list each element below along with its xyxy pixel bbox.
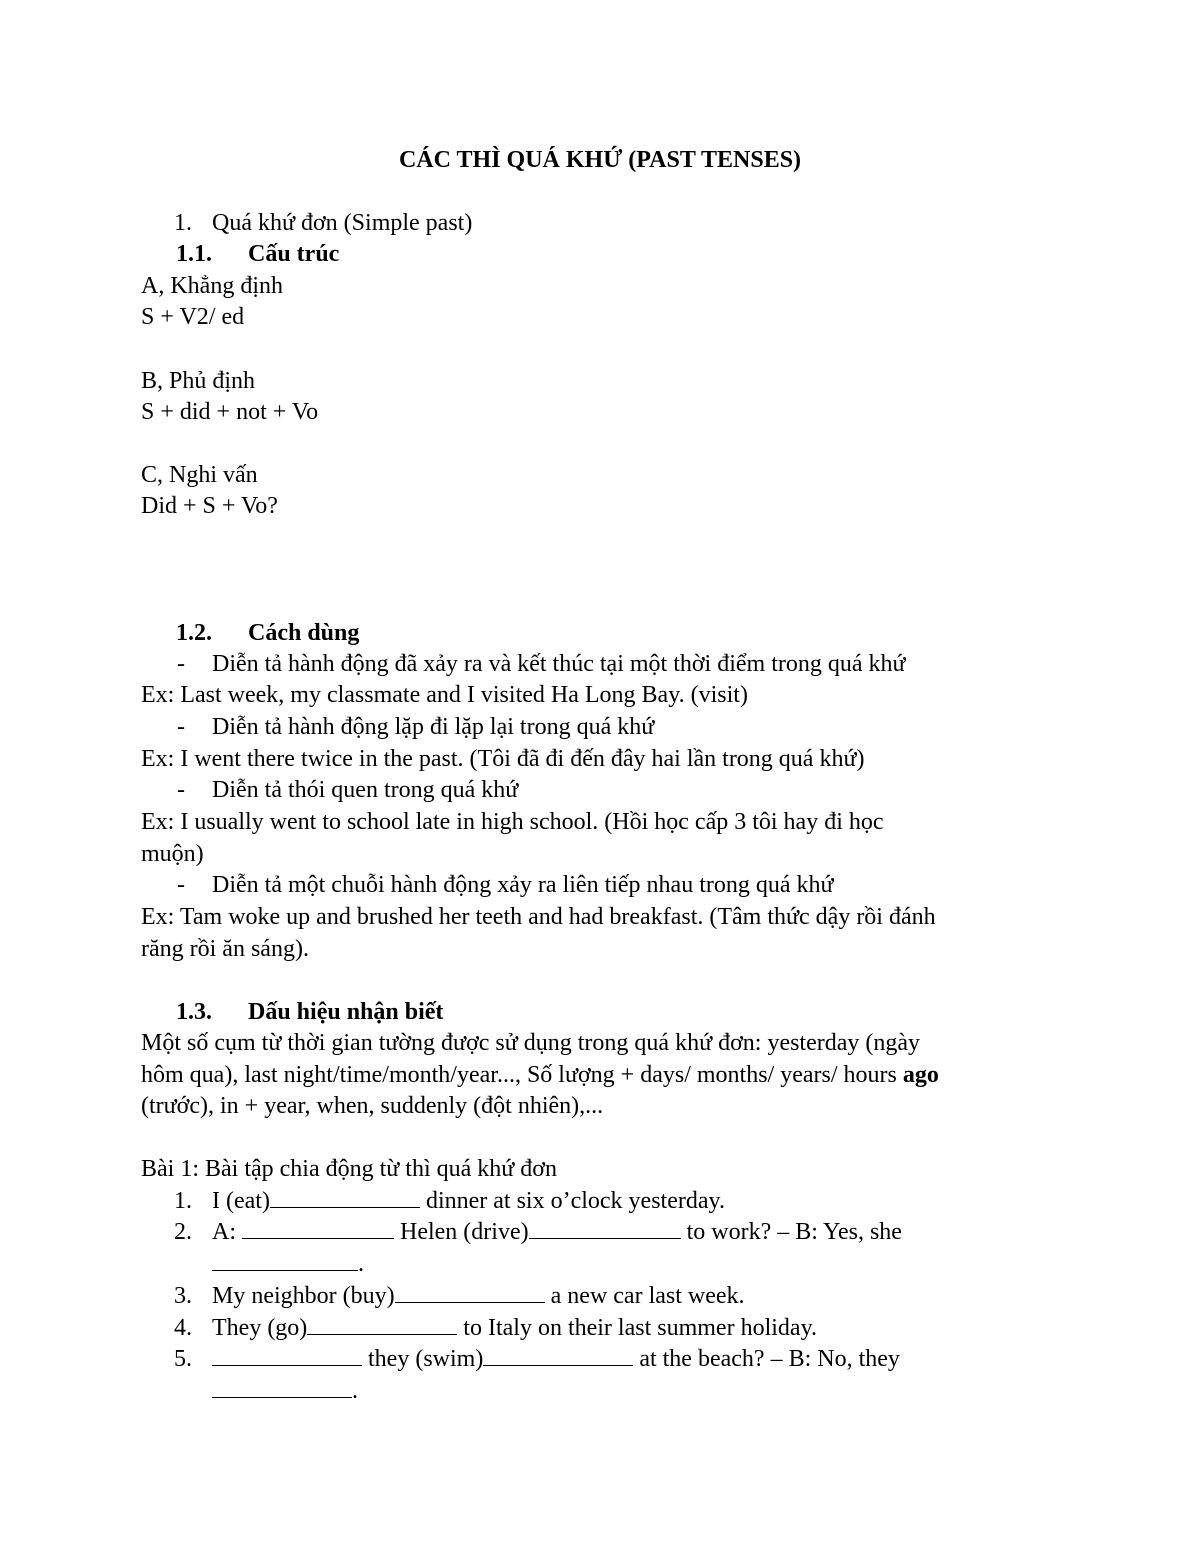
subsection-1-1-heading: Cấu trúc	[248, 241, 340, 267]
exercise-item-number: 4.	[174, 1315, 192, 1341]
affirmative-label: A, Khẳng định	[141, 273, 283, 299]
example-2: Ex: I went there twice in the past. (Tôi đã đi đến đây hai lần trong quá khứ)	[141, 746, 865, 772]
example-4-line-2: răng rồi ăn sáng).	[141, 936, 309, 962]
affirmative-formula: S + V2/ ed	[141, 304, 245, 330]
bullet-dash: -	[177, 872, 185, 898]
signal-word-ago: ago	[902, 1062, 939, 1088]
exercise-item-1	[212, 1186, 725, 1216]
item-text: .	[352, 1378, 358, 1404]
answer-blank[interactable]	[307, 1314, 457, 1335]
example-1: Ex: Last week, my classmate and I visited Ha Long Bay. (visit)	[141, 682, 748, 708]
subsection-1-3-number: 1.3.	[176, 999, 212, 1025]
example-4-line-1: Ex: Tam woke up and brushed her teeth and had breakfast. (Tâm thức dậy rồi đánh	[141, 904, 936, 930]
usage-1: Diễn tả hành động đã xảy ra và kết thúc tại một thời điểm trong quá khứ	[212, 651, 906, 677]
answer-blank[interactable]	[212, 1377, 352, 1398]
exercise-item-number: 2.	[174, 1219, 192, 1245]
answer-blank[interactable]	[212, 1345, 362, 1366]
item-text: Helen (drive)	[394, 1219, 529, 1245]
exercise-heading: Bài 1: Bài tập chia động từ thì quá khứ đơn	[141, 1156, 557, 1182]
subsection-1-3-heading: Dấu hiệu nhận biết	[248, 999, 444, 1025]
item-text: they (swim)	[362, 1346, 484, 1372]
exercise-item-5-continued	[212, 1376, 358, 1406]
section-1-heading: Quá khứ đơn (Simple past)	[212, 210, 473, 236]
bullet-dash: -	[177, 777, 185, 803]
exercise-item-number: 5.	[174, 1346, 192, 1372]
example-3-line-2: muộn)	[141, 841, 204, 867]
negative-formula: S + did + not + Vo	[141, 399, 319, 425]
answer-blank[interactable]	[212, 1250, 358, 1271]
exercise-item-3	[212, 1281, 745, 1311]
exercise-item-number: 1.	[174, 1188, 192, 1214]
signal-words-line-1: Một số cụm từ thời gian tường được sử dụng trong quá khứ đơn: yesterday (ngày	[141, 1030, 921, 1056]
question-formula: Did + S + Vo?	[141, 493, 278, 519]
item-text: dinner at six o’clock yesterday.	[419, 1188, 725, 1214]
exercise-item-number: 3.	[174, 1283, 192, 1309]
subsection-1-2-heading: Cách dùng	[248, 620, 360, 646]
item-text: They (go)	[212, 1315, 308, 1341]
subsection-1-2-number: 1.2.	[176, 620, 212, 646]
item-text: a new car last week.	[544, 1283, 745, 1309]
bullet-dash: -	[177, 714, 185, 740]
item-text: to Italy on their last summer holiday.	[457, 1315, 818, 1341]
question-label: C, Nghi vấn	[141, 462, 258, 488]
answer-blank[interactable]	[395, 1282, 545, 1303]
exercise-item-4	[212, 1313, 817, 1343]
exercise-item-2-continued	[212, 1249, 364, 1279]
signal-words-text: hôm qua), last night/time/month/year..., Số lượng + days/ months/ years/ hours	[141, 1062, 903, 1088]
exercise-item-5	[212, 1344, 900, 1374]
usage-3: Diễn tả thói quen trong quá khứ	[212, 777, 519, 803]
item-text: .	[358, 1251, 364, 1277]
item-text: I (eat)	[212, 1188, 270, 1214]
signal-words-line-3: (trước), in + year, when, suddenly (đột nhiên),...	[141, 1093, 604, 1119]
bullet-dash: -	[177, 651, 185, 677]
signal-words-line-2	[141, 1060, 939, 1090]
usage-4: Diễn tả một chuỗi hành động xảy ra liên tiếp nhau trong quá khứ	[212, 872, 834, 898]
answer-blank[interactable]	[242, 1218, 394, 1239]
item-text: at the beach? – B: No, they	[633, 1346, 900, 1372]
subsection-1-1-number: 1.1.	[176, 241, 212, 267]
page-title: CÁC THÌ QUÁ KHỨ (PAST TENSES)	[398, 147, 802, 173]
answer-blank[interactable]	[529, 1218, 681, 1239]
answer-blank[interactable]	[483, 1345, 633, 1366]
exercise-item-2	[212, 1217, 902, 1247]
item-text: My neighbor (buy)	[212, 1283, 395, 1309]
negative-label: B, Phủ định	[141, 368, 256, 394]
section-1-number: 1.	[174, 210, 192, 236]
item-text: A:	[212, 1219, 242, 1245]
item-text: to work? – B: Yes, she	[680, 1219, 902, 1245]
example-3-line-1: Ex: I usually went to school late in high school. (Hồi học cấp 3 tôi hay đi học	[141, 809, 884, 835]
answer-blank[interactable]	[270, 1187, 420, 1208]
usage-2: Diễn tả hành động lặp đi lặp lại trong quá khứ	[212, 714, 655, 740]
